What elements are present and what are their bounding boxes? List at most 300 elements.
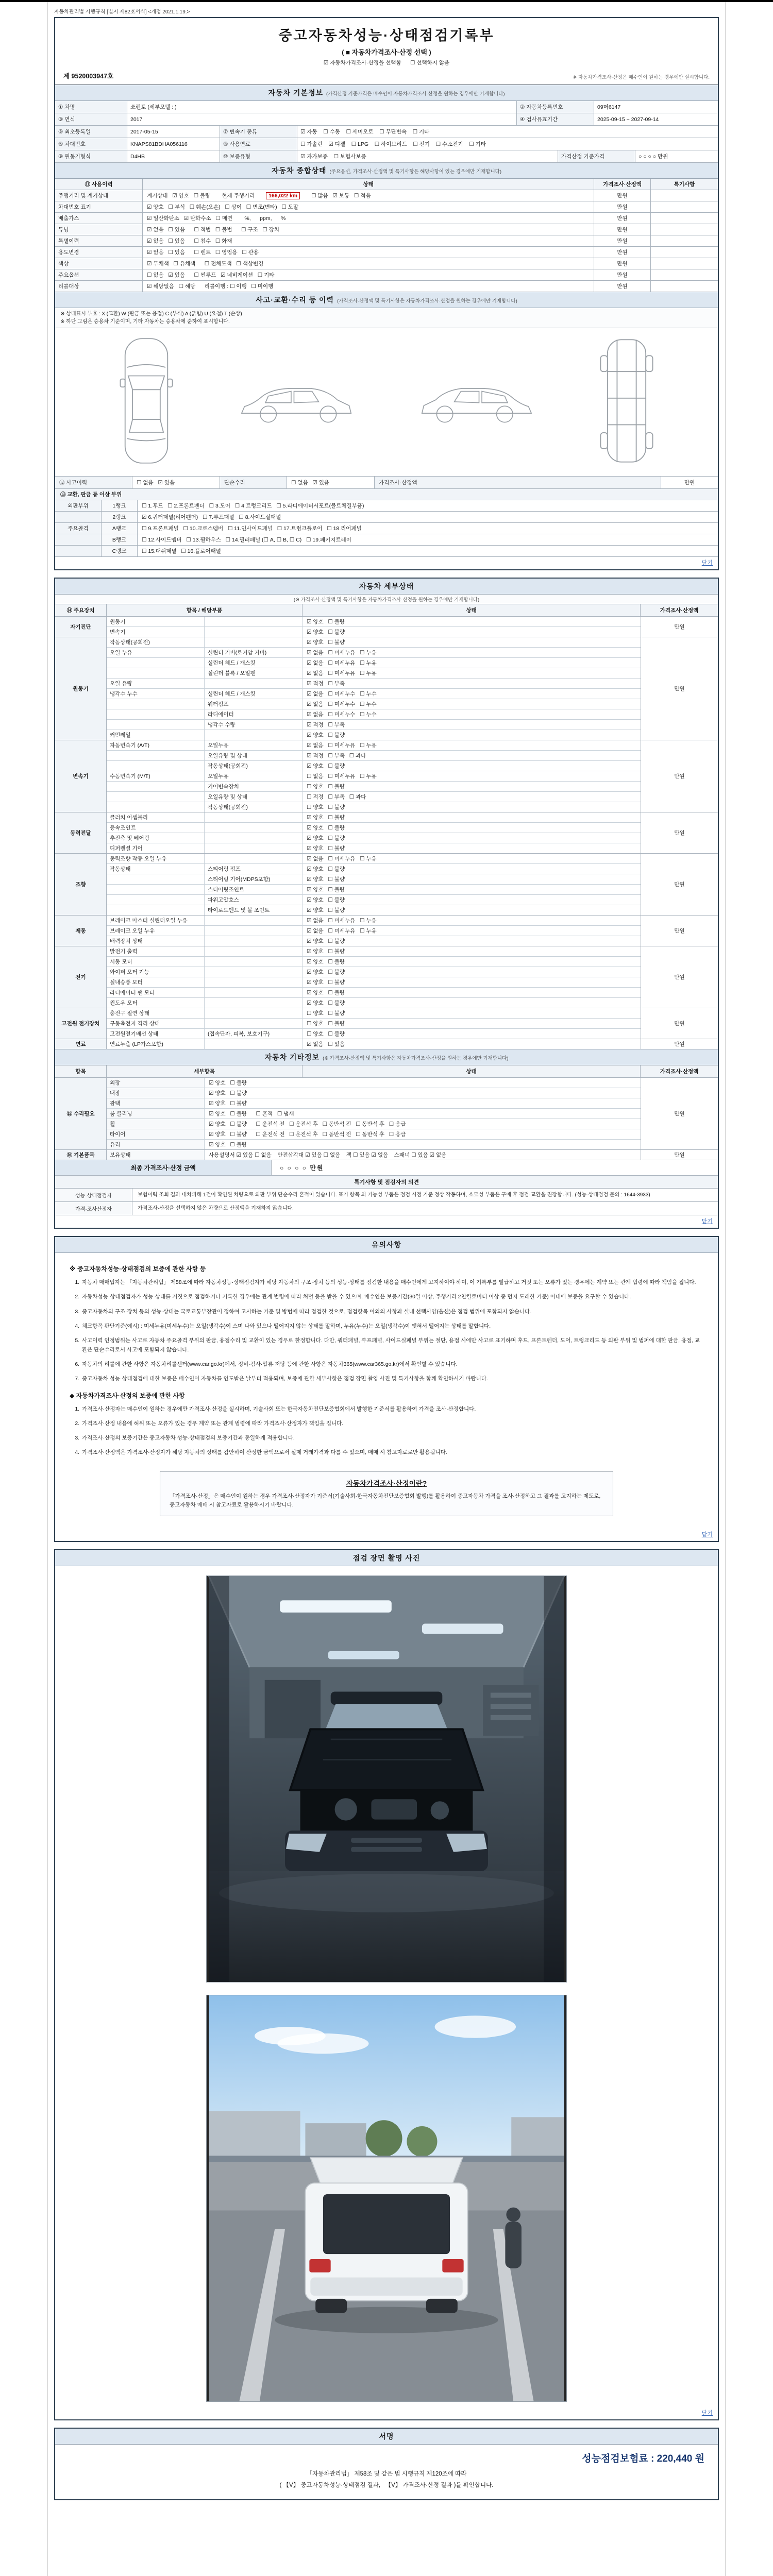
warranty-label: ⑩ 보증유형	[220, 150, 297, 162]
section-notes	[54, 1236, 719, 1542]
opinion-text: 가격조사·산정을 선택하지 않은 차량으로 산정액을 기재하지 않습니다.	[138, 1206, 294, 1211]
status-options[interactable]: ☐ 없음 ☑ 있음 ☐ 썬루프 ☑ 네비게이션 ☐ 기타	[143, 269, 594, 280]
item-label: 고전원전기배선 상태	[107, 1029, 205, 1039]
final-price-value: ○ ○ ○ ○ 만원	[280, 1164, 324, 1172]
comprehensive-row	[55, 247, 718, 258]
item-label: 시동 모터	[107, 957, 205, 967]
status-options[interactable]: ☐ 없음 ☐ 미세누유 ☐ 누유	[307, 773, 377, 779]
item-sublabel	[205, 998, 303, 1008]
status-options[interactable]: ☑ 양호 ☐ 불량 ☐ 운전석 전 ☐ 운전석 후 ☐ 동반석 전 ☐ 동반석 후 ☐ 응급	[209, 1131, 406, 1138]
item-label	[107, 885, 205, 894]
detail-group	[55, 946, 718, 1008]
item-sublabel: 실린더 커버(로커암 커버)	[205, 648, 303, 657]
repair-item-label: 내장	[107, 1088, 205, 1098]
detail-row	[107, 709, 641, 720]
basic-row	[55, 113, 718, 126]
price-cell: 만원	[594, 235, 651, 246]
mileage-value: 166,022 km	[266, 192, 300, 199]
detail-row	[107, 1019, 641, 1029]
regulation-note: 자동차관리법 시행규칙 [별지 제82호서식] <개정 2021.1.19.>	[54, 9, 190, 15]
detail-row	[107, 751, 641, 761]
status-options[interactable]: ☑ 일산화탄소 ☑ 탄화수소 ☐ 매연 %, ppm, %	[143, 213, 594, 224]
vin-value: KNAPS81BDHA056116	[127, 138, 220, 150]
base-price-label: 가격산정 기준가격	[558, 150, 635, 162]
status-options[interactable]: ☑ 양호 ☐ 불량	[307, 763, 345, 769]
transmission-label: ⑦ 변속기 종류	[220, 126, 297, 138]
detail-row	[107, 761, 641, 771]
status-options[interactable]: ☑ 적정 ☐ 부족	[307, 722, 345, 728]
inspection-record-page	[47, 2, 726, 2576]
status-options[interactable]: ☑ 양호 ☐ 불량	[307, 887, 345, 893]
detail-row	[107, 812, 641, 823]
status-options[interactable]: ☑ 없음 ☐ 미세누유 ☐ 누유	[307, 918, 377, 924]
usage-label: 색상	[55, 258, 143, 269]
detail-row	[107, 833, 641, 843]
exchange-part-row	[55, 512, 718, 523]
status-options[interactable]: ☑ 양호 ☐ 부식 ☐ 훼손(오손) ☐ 상이 ☐ 변조(변타) ☐ 도말	[143, 201, 594, 212]
item-sublabel	[205, 946, 303, 956]
part-rank: A랭크	[102, 523, 138, 534]
remark-cell	[651, 281, 718, 292]
year-label: ③ 연식	[55, 113, 127, 125]
detail-group	[55, 916, 718, 946]
detail-row	[107, 967, 641, 977]
price-select-subtitle: ( ■ 자동차가격조사·산정 선택 )	[342, 48, 431, 56]
detail-row	[107, 668, 641, 679]
item-label: 변속기	[107, 627, 205, 637]
status-options[interactable]: ☑ 양호 ☐ 불량	[307, 948, 345, 955]
price-definition-box	[160, 1471, 613, 1517]
status-options[interactable]: ☐ 양호 ☐ 불량	[307, 784, 345, 790]
detail-row	[107, 823, 641, 833]
comprehensive-row	[55, 201, 718, 213]
status-options[interactable]: ☑ 없음 ☐ 미세누유 ☐ 누유	[307, 670, 377, 676]
warranty-options[interactable]: ☑ 자가보증 ☐ 보험사보증	[297, 150, 558, 162]
status-options[interactable]: ☑ 양호 ☐ 불량	[307, 876, 345, 883]
repair-row	[107, 1078, 641, 1088]
basic-items-options[interactable]: 사용설명서 ☑ 있음 ☐ 없음 안전삼각대 ☑ 있음 ☐ 없음 잭 ☐ 있음 ☑ 없음 스패너 ☐ 있음 ☑ 없음	[209, 1152, 447, 1158]
detail-row	[107, 916, 641, 926]
transmission-options[interactable]: ☑ 자동 ☐ 수동 ☐ 세미오토 ☐ 무단변속 ☐ 기타	[300, 129, 430, 135]
note-item: 1. 자동차 매매업자는 「자동차관리법」 제58조에 따라 자동차성능·상태점검자가 해당 자동차의 구조·장치 등의 성능·상태를 점검한 내용을 매수인에게 고지하여야 하며, 이 기록부를 발급하고 거짓 또는 오류가 있는 경우에는 계약 또는 관계 법령에 따라 책임을 집니다.	[81, 1278, 703, 1287]
item-sublabel: 오일유량 및 상태	[205, 751, 303, 760]
detail-row	[107, 905, 641, 915]
remark-cell	[651, 224, 718, 235]
status-options[interactable]: ☑ 양호 ☐ 불량 ☐ 운전석 전 ☐ 운전석 후 ☐ 동반석 전 ☐ 동반석 후 ☐ 응급	[209, 1121, 406, 1127]
car-top-view	[114, 334, 179, 470]
close-link[interactable]: 닫기	[701, 1532, 713, 1538]
detail-title: 자동차 세부상태	[55, 579, 718, 595]
status-options[interactable]: ☑ 양호 ☐ 불량 ☐ 흔적 ☐ 냄새	[209, 1111, 294, 1117]
item-label: 커먼레일	[107, 730, 205, 740]
opinion-author: 가격·조사산정자	[55, 1202, 132, 1215]
item-label	[107, 792, 205, 802]
status-options[interactable]: ☑ 양호 ☐ 불량	[307, 732, 345, 738]
car-name-label: ① 차명	[55, 101, 127, 113]
device-name: 동력전달	[55, 812, 107, 853]
detail-row	[107, 988, 641, 998]
price-cell: 만원	[641, 1039, 718, 1049]
status-options[interactable]: ☑ 양호 ☐ 불량	[307, 835, 345, 841]
status-options[interactable]: ☑ 없음 ☐ 미세누수 ☐ 누수	[307, 701, 377, 707]
detail-row	[107, 895, 641, 905]
repair-row	[107, 1140, 641, 1149]
vin-label: ⑥ 차대번호	[55, 138, 127, 150]
price-cell: 만원	[641, 637, 718, 740]
item-label: 등속조인트	[107, 823, 205, 833]
note-item: 4. 체크항목 판단기준(예시) : 미세누유(미세누수)는 오일(냉각수)이 스며 나와 있으나 떨어지지 않는 상태를 말하며, 누유(누수)는 오일(냉각수)이 맺혀서 떨어지는 상태를 말합니다.	[81, 1322, 703, 1331]
exchange-parts-table	[55, 500, 718, 557]
status-options[interactable]: ☑ 없음 ☐ 미세누수 ☐ 누수	[307, 711, 377, 718]
item-sublabel: 냉각수 수량	[205, 720, 303, 730]
signature-statement-line2: ( 【V】 중고자동차성능·상태점검 결과, 【V】 가격조사·산정 결과 )를 확인합니다.	[279, 2482, 494, 2489]
note-item: 7. 중고자동차 성능·상태점검에 대한 보증은 매수인이 자동차를 인도받은 날부터 적용되며, 보증에 관한 세부사항은 점검 장면 촬영 사진 및 특기사항을 함께 확인하시기 바랍니다.	[81, 1375, 703, 1383]
part-options[interactable]: ☐ 15.대쉬패널 ☐ 16.플로어패널	[142, 548, 221, 554]
remark-cell	[651, 258, 718, 269]
detail-row	[107, 874, 641, 885]
detail-row	[107, 782, 641, 792]
repair-row	[107, 1119, 641, 1129]
comprehensive-row	[55, 269, 718, 281]
repair-needed-label: ⑮ 수리필요	[55, 1078, 107, 1149]
car-underbody-view	[594, 334, 659, 470]
part-group	[55, 546, 102, 556]
status-options[interactable]: ☐ 적정 ☐ 부족 ☐ 과다	[307, 794, 366, 800]
other-info-title: 자동차 기타정보 (※ 가격조사·산정액 및 특기사항은 자동차가격조사·산정을 원하는 경우에만 기재합니다)	[55, 1049, 718, 1065]
inspection-photo-exterior	[206, 1995, 567, 2402]
part-rank: B랭크	[102, 534, 138, 545]
status-options[interactable]: ☑ 적정 ☐ 부족 ☐ 과다	[307, 753, 366, 759]
note-item: 5. 사고이력 인정범위는 사고로 자동차 주요골격 부위의 판금, 용접수리 및 교환이 있는 경우로 한정합니다. 다만, 쿼터패널, 루프패널, 사이드실패널 부위는 절단, 용접 시에만 사고로 표기하며 후드, 프론트펜더, 도어, 트렁크리드 등 외판 부위 및 범퍼에 대한 판금, 용접, 교환은 단순수리로서 사고에 포함되지 않습니다.	[81, 1336, 703, 1354]
part-rank: C랭크	[102, 546, 138, 556]
status-options[interactable]: ☑ 양호 ☐ 불량	[307, 959, 345, 965]
detail-row	[107, 689, 641, 699]
exchange-part-row	[55, 534, 718, 546]
item-sublabel: 스티어링조인트	[205, 885, 303, 894]
status-options[interactable]: ☑ 해당없음 ☐ 해당 리콜이행 : ☐ 이행 ☐ 미이행	[143, 281, 594, 292]
repair-item-label: 휠	[107, 1119, 205, 1129]
signature-statement-line1: 「자동차관리법」 제58조 및 같은 법 시행규칙 제120조에 따라	[306, 2470, 467, 2477]
simple-repair-options[interactable]: ☐ 없음 ☑ 있음	[287, 477, 375, 488]
item-label	[107, 709, 205, 719]
price-notes-list	[81, 1405, 703, 1458]
price-cell: 만원	[594, 281, 651, 292]
other-info-header: 항목 세부항목 상태 가격조사·산정액	[55, 1065, 718, 1078]
price-cell: 만원	[594, 247, 651, 258]
item-label: 추진축 및 베어링	[107, 833, 205, 843]
status-options[interactable]: ☑ 양호 ☐ 불량	[209, 1080, 247, 1086]
status-options[interactable]: ☑ 양호 ☐ 불량	[307, 639, 345, 646]
item-sublabel	[205, 916, 303, 925]
item-label: 오일 유량	[107, 679, 205, 688]
repair-row	[107, 1129, 641, 1140]
detail-row	[107, 637, 641, 648]
device-name: 제동	[55, 916, 107, 946]
item-label: 연료누출 (LP가스포함)	[107, 1039, 205, 1049]
exchange-part-row	[55, 546, 718, 557]
item-label	[107, 782, 205, 791]
item-label: 실내송풍 모터	[107, 977, 205, 987]
item-label: 작동상태	[107, 864, 205, 874]
item-label: 충전구 절연 상태	[107, 1008, 205, 1018]
reg-no-value: 09머6147	[597, 104, 621, 110]
item-label	[107, 874, 205, 884]
note-item: 4. 가격조사·산정액은 가격조사·산정자가 해당 자동차의 상태를 감안하여 산정한 금액으로서 실제 거래가격과 다를 수 있으며, 매매 시 참고자료로만 활용됩니다.	[81, 1448, 703, 1457]
usage-label: 차대번호 표기	[55, 201, 143, 212]
comprehensive-row	[55, 235, 718, 247]
price-select-options[interactable]: ☑ 자동차가격조사·산정을 선택함 ☐ 선택하지 않음	[323, 60, 450, 66]
item-label: 브레이크 오일 누유	[107, 926, 205, 936]
exchange-part-row	[55, 523, 718, 534]
usage-label: 배출가스	[55, 213, 143, 224]
status-options[interactable]: ☑ 없음 ☐ 미세누유 ☐ 누유	[307, 742, 377, 749]
close-link[interactable]: 닫기	[701, 2410, 713, 2416]
detail-row	[107, 977, 641, 988]
status-options[interactable]: ☑ 양호 ☐ 불량	[307, 938, 345, 944]
item-sublabel: 스티어링 펌프	[205, 864, 303, 874]
accident-history-options[interactable]: ☐ 없음 ☑ 있음	[132, 477, 220, 488]
accident-title: 사고·교환·수리 등 이력 (가격조사·산정액 및 특기사항은 자동차가격조사·산정을 원하는 경우에만 기재합니다)	[55, 292, 718, 308]
remark-cell	[651, 190, 718, 201]
detail-row	[107, 936, 641, 946]
status-options[interactable]: ☑ 적정 ☐ 부족	[307, 681, 345, 687]
mileage-current-label: 현재 주행거리	[222, 193, 255, 199]
item-label	[107, 905, 205, 915]
item-label: 배력장치 상태	[107, 936, 205, 946]
status-options[interactable]: ☐ 양호 ☐ 불량	[307, 1010, 345, 1016]
device-name: 고전원 전기장치	[55, 1008, 107, 1039]
status-options[interactable]: ☑ 양호 ☐ 불량	[307, 897, 345, 903]
item-sublabel	[205, 843, 303, 853]
comprehensive-header: ⑪ 사용이력 상태 가격조사·산정액 특기사항	[55, 179, 718, 190]
item-sublabel	[205, 1008, 303, 1018]
item-sublabel: (접속단자, 피복, 보호기구)	[205, 1029, 303, 1039]
engine-type-value: D4HB	[127, 150, 220, 162]
exchange-part-row	[55, 500, 718, 512]
comprehensive-title: 자동차 종합상태 (주요옵션, 가격조사·산정액 및 특기사항은 해당사항이 있는 경우에만 기재합니다)	[55, 163, 718, 179]
status-options[interactable]: ☐ 양호 ☐ 불량	[307, 1031, 345, 1037]
part-options[interactable]: ☐ 9.프론트패널 ☐ 10.크로스멤버 ☐ 11.인사이드패널 ☐ 17.트렁크플로어 ☐ 18.리어패널	[142, 526, 362, 532]
item-sublabel	[205, 988, 303, 997]
note-item: 6. 자동차의 리콜에 관한 사항은 자동차리콜센터(www.car.go.kr)에서, 정비·검사·압류·저당 등에 관한 사항은 자동차365(www.car365.go.kr)에서 확인할 수 있습니다.	[81, 1360, 703, 1369]
detail-row	[107, 885, 641, 895]
close-link[interactable]: 닫기	[701, 1218, 713, 1225]
mileage-level-options[interactable]: ☐ 많음 ☑ 보통 ☐ 적음	[311, 193, 371, 199]
insurance-premium-label: 성능점검보험료 :	[582, 2453, 657, 2464]
final-price-label: 최종 가격조사·산정 금액	[55, 1160, 272, 1175]
detail-row	[107, 648, 641, 658]
detail-row	[107, 627, 641, 637]
car-side-view-left	[235, 372, 359, 432]
status-options[interactable]: ☑ 없음 ☐ 미세누유 ☐ 누유	[307, 660, 377, 666]
remark-cell	[651, 213, 718, 224]
item-label	[107, 699, 205, 709]
part-options[interactable]: ☐ 1.후드 ☐ 2.프론트펜더 ☐ 3.도어 ☐ 4.트렁크리드 ☐ 5.라디에이터서포트(볼트체결부품)	[142, 503, 364, 509]
item-sublabel	[205, 730, 303, 740]
item-label: 냉각수 누수	[107, 689, 205, 699]
mileage-row	[55, 190, 718, 201]
device-name: 자기진단	[55, 617, 107, 637]
usage-label: 용도변경	[55, 247, 143, 258]
inspection-period-value: 2025-09-15 ~ 2027-09-14	[597, 116, 659, 123]
item-sublabel	[205, 967, 303, 977]
item-label: 발전기 출력	[107, 946, 205, 956]
status-options[interactable]: ☑ 없음 ☐ 미세누유 ☐ 누유	[307, 650, 377, 656]
basic-info-title: 자동차 기본정보 (가격산정 기준가격은 매수인이 자동차가격조사·산정을 원하는 경우에만 기재합니다)	[55, 85, 718, 101]
detail-group	[55, 854, 718, 916]
repair-row	[107, 1088, 641, 1098]
price-cell: 만원	[641, 1008, 718, 1039]
detail-row	[107, 1039, 641, 1049]
status-options[interactable]: ☑ 없음 ☐ 있음 ☐ 침수 ☐ 화재	[143, 235, 594, 246]
price-cell: 만원	[641, 854, 718, 915]
status-options[interactable]: ☑ 없음 ☐ 미세누수 ☐ 누수	[307, 691, 377, 697]
item-label	[107, 761, 205, 771]
comprehensive-table	[55, 179, 718, 292]
note-item: 3. 가격조사·산정의 보증기간은 중고자동차 성능·상태점검의 보증기간과 동일하게 적용합니다.	[81, 1434, 703, 1443]
device-name: 연료	[55, 1039, 107, 1049]
detail-row	[107, 843, 641, 853]
year-value: 2017	[127, 113, 517, 125]
status-options[interactable]: ☑ 양호 ☐ 불량	[307, 825, 345, 831]
car-side-view-right	[414, 372, 538, 432]
status-options[interactable]: ☑ 양호 ☐ 불량	[307, 815, 345, 821]
status-options[interactable]: ☑ 양호 ☐ 불량	[209, 1090, 247, 1096]
basic-items-sublabel: 보유상태	[107, 1150, 205, 1160]
item-label: 브레이크 마스터 실린더오일 누유	[107, 916, 205, 925]
item-sublabel	[205, 957, 303, 967]
detail-header: ⑭ 주요장치 항목 / 해당부품 상태 가격조사·산정액	[55, 604, 718, 617]
status-options[interactable]: ☑ 양호 ☐ 불량	[307, 979, 345, 986]
detail-group	[55, 812, 718, 854]
document-title: 중고자동차성능·상태점검기록부	[278, 28, 495, 43]
price-cell: 만원	[641, 617, 718, 637]
item-sublabel: 워터펌프	[205, 699, 303, 709]
status-options[interactable]: ☑ 양호 ☐ 불량	[307, 907, 345, 913]
item-label: 작동상태(공회전)	[107, 637, 205, 647]
item-sublabel: 오일누유	[205, 740, 303, 750]
note-item: 2. 가격조사·산정 내용에 허위 또는 오류가 있는 경우 계약 또는 관계 법령에 따라 가격조사·산정자가 책임을 집니다.	[81, 1419, 703, 1428]
part-group	[55, 534, 102, 545]
inspection-photo-engine	[206, 1575, 567, 1982]
status-options[interactable]: ☑ 양호 ☐ 불량	[209, 1142, 247, 1148]
part-options[interactable]: ☐ 12.사이드멤버 ☐ 13.휠하우스 ☐ 14.필러패널 (☐ A, ☐ B, ☐ C) ☐ 19.패키지트레이	[142, 537, 351, 543]
car-damage-diagram	[55, 328, 718, 477]
document-number: 제 9520003947호	[63, 73, 114, 80]
item-sublabel: 오일누유	[205, 771, 303, 781]
document-header	[55, 18, 718, 85]
section-photos	[54, 1549, 719, 2420]
first-reg-label: ⑤ 최초등록일	[55, 126, 127, 138]
status-options[interactable]: ☐ 양호 ☐ 불량	[307, 1021, 345, 1027]
accident-price-label: 가격조사·산정액	[375, 477, 661, 488]
status-options[interactable]: ☑ 없음 ☐ 미세누유 ☐ 누유	[307, 856, 377, 862]
detail-row	[107, 802, 641, 812]
status-options[interactable]: ☑ 양호 ☐ 불량	[307, 845, 345, 852]
status-options[interactable]: ☑ 양호 ☐ 불량	[209, 1100, 247, 1107]
item-label: 와이퍼 모터 기능	[107, 967, 205, 977]
photos-title: 점검 장면 촬영 사진	[55, 1550, 718, 1566]
price-select-note: ※ 자동차가격조사·산정은 매수인이 원하는 경우에만 실시합니다.	[573, 75, 710, 80]
price-cell: 만원	[641, 1078, 718, 1149]
final-price-row	[55, 1160, 718, 1176]
note-item: 1. 가격조사·산정자는 매수인이 원하는 경우에만 가격조사·산정을 실시하며, 기술사회 또는 한국자동차진단보증협회에서 발행한 기준서를 활용하여 가격을 조사·산정합니다.	[81, 1405, 703, 1414]
basic-row	[55, 150, 718, 163]
status-options[interactable]: ☑ 없음 ☐ 있음 ☐ 적법 ☐ 불법 ☐ 구조 ☐ 장치	[143, 224, 594, 235]
repair-item-label: 광택	[107, 1098, 205, 1108]
repair-needed-group	[55, 1078, 718, 1150]
opinion-text: 보험이력 조회 결과 내차피해 1건이 확인된 차량으로 외판 부위 단순수리 흔적이 있습니다. 표기 항목 외 기능성 부품은 점검 시점 기준 정상 작동하며, 소모성 부품은 구매 후 점검·교환을 권장합니다. (성능·상태점검 문의 : 1644-3933)	[138, 1192, 650, 1198]
part-rank: 2랭크	[102, 512, 138, 522]
part-group	[55, 512, 102, 522]
base-price-value: ○ ○ ○ ○ 만원	[638, 154, 668, 160]
status-options[interactable]: ☑ 양호 ☐ 불량	[307, 619, 345, 625]
item-sublabel	[205, 812, 303, 822]
fuel-options[interactable]: ☐ 가솔린 ☑ 디젤 ☐ LPG ☐ 하이브리드 ☐ 전기 ☐ 수소전기 ☐ 기타	[300, 141, 486, 147]
opinion-row	[55, 1202, 718, 1215]
detail-note: (※ 가격조사·산정액 및 특기사항은 자동차가격조사·산정을 원하는 경우에만 기재합니다)	[55, 595, 718, 604]
status-options[interactable]: ☑ 양호 ☐ 불량	[307, 866, 345, 872]
comprehensive-row	[55, 258, 718, 269]
status-options[interactable]: ☑ 없음 ☐ 있음 ☐ 렌트 ☐ 영업용 ☐ 관용	[143, 247, 594, 258]
status-options[interactable]: ☑ 없음 ☐ 있음	[307, 1041, 345, 1047]
detail-table	[55, 617, 718, 1049]
signature-title: 서명	[55, 2429, 718, 2445]
damage-legend: ※ 상태표시 부호 : X (교환) W (판금 또는 용접) C (부식) A (긁힘) U (요철) T (손상) ※ 하단 그림은 승용차 기준이며, 기타 자동차는 승용차에 준하여 표시합니다.	[55, 308, 718, 328]
item-label: 라디에이터 팬 모터	[107, 988, 205, 997]
status-options[interactable]: ☑ 양호 ☐ 불량	[307, 969, 345, 975]
price-cell: 만원	[594, 269, 651, 280]
item-label: 자동변속기 (A/T)	[107, 740, 205, 750]
item-label: 구동축전지 격리 상태	[107, 1019, 205, 1028]
part-group: 외판부위	[55, 500, 102, 511]
detail-row	[107, 720, 641, 730]
note-item: 2. 자동차성능·상태점검자가 성능·상태를 거짓으로 점검하거나 기록한 경우에는 관계 법령에 따라 처벌 등을 받을 수 있으며, 매수인은 보증기간(30일 이상, 주행거리 2천킬로미터 이상 중 먼저 도래한 기준) 이내에 보증을 요구할 수 있습니다.	[81, 1293, 703, 1301]
status-options[interactable]: ☑ 없음 ☐ 미세누유 ☐ 누유	[307, 928, 377, 934]
device-name: 조향	[55, 854, 107, 915]
detail-row	[107, 658, 641, 668]
item-sublabel: 기어변속장치	[205, 782, 303, 791]
item-label: 원동기	[107, 617, 205, 626]
item-sublabel	[205, 617, 303, 626]
basic-row	[55, 101, 718, 113]
detail-group	[55, 637, 718, 740]
item-sublabel	[205, 679, 303, 688]
usage-label: 특별이력	[55, 235, 143, 246]
item-sublabel	[205, 926, 303, 936]
insurance-premium	[69, 2451, 704, 2465]
gauge-status-options[interactable]: 계기상태 ☑ 양호 ☐ 불량	[147, 193, 211, 199]
status-options[interactable]: ☑ 양호 ☐ 불량	[307, 1000, 345, 1006]
price-cell: 만원	[641, 946, 718, 1008]
item-sublabel: 파워고압호스	[205, 895, 303, 905]
comprehensive-row	[55, 213, 718, 224]
part-group: 주요골격	[55, 523, 102, 534]
close-link[interactable]: 닫기	[701, 560, 713, 566]
device-name: 원동기	[55, 637, 107, 740]
detail-group	[55, 740, 718, 812]
detail-row	[107, 1008, 641, 1019]
accident-history-label: ⑫ 사고이력	[55, 477, 132, 488]
detail-row	[107, 1029, 641, 1039]
status-options[interactable]: ☑ 양호 ☐ 불량	[307, 990, 345, 996]
status-options[interactable]: ☑ 무채색 ☐ 유채색 ☐ 전체도색 ☐ 색상변경	[143, 258, 594, 269]
part-options[interactable]: ☑ 6.쿼터패널(리어펜더) ☐ 7.루프패널 ☐ 8.사이드실패널	[142, 514, 281, 520]
status-options[interactable]: ☐ 양호 ☐ 불량	[307, 804, 345, 810]
item-label	[107, 895, 205, 905]
status-options[interactable]: ☑ 양호 ☐ 불량	[307, 629, 345, 635]
price-cell: 만원	[594, 258, 651, 269]
